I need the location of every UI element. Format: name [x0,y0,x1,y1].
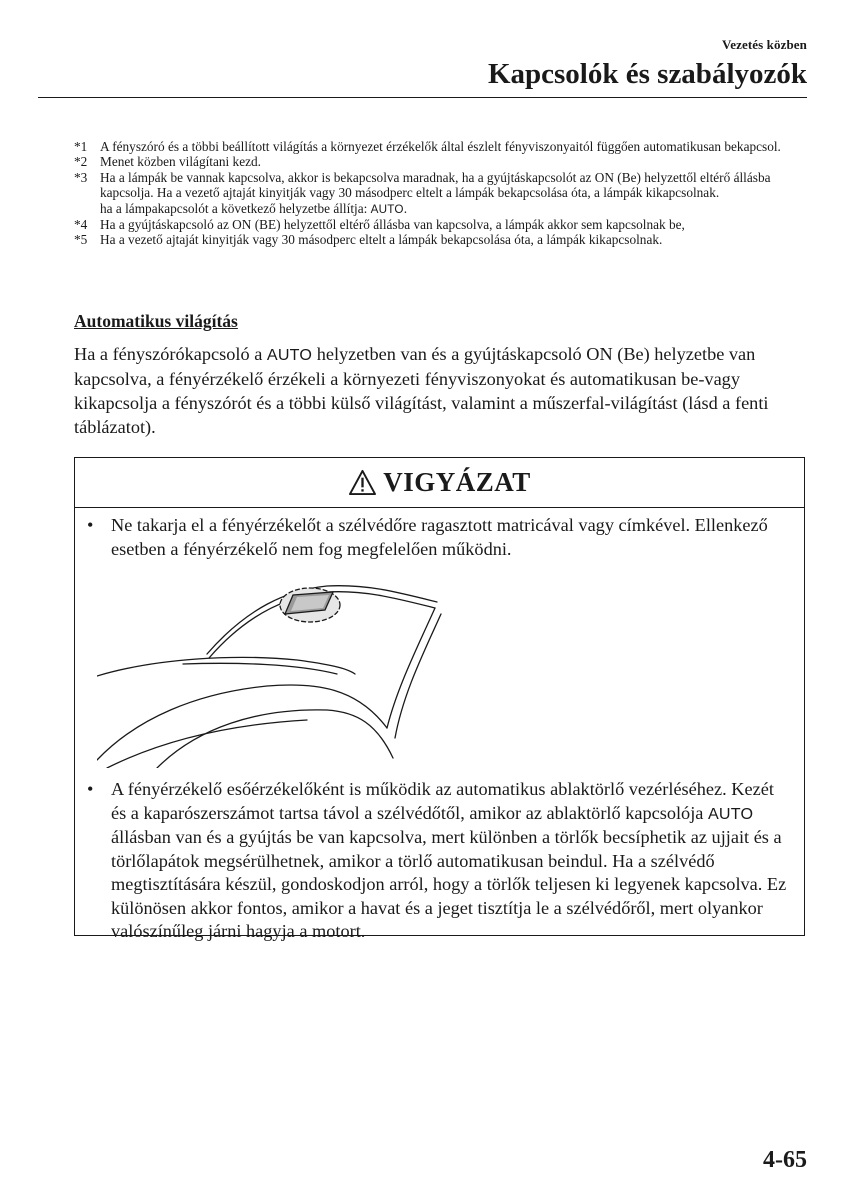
warning-box [74,457,805,941]
bullet-dot: • [87,779,94,799]
footnote-marker: *4 [74,217,88,233]
auto-label: AUTO [370,202,404,216]
footnote-marker: *5 [74,232,88,248]
footnotes [74,139,809,248]
paragraph-part: helyzetben van és a gyújtáskapcsoló ON (Be) helyzetbe van kapcsolva, a fényérzékelő érzékeli a környezeti fényviszonyokat és automatikusan be-vagy kikapcsolja a fényszórót és a többi külső világítást, valamint a műszerfal-világítást (lásd a fenti táblázatot). [74,344,769,437]
footnote-text-part: . [403,200,408,216]
footnote-text: A fényszóró és a többi beállított világítás a környezet érzékelők által észlelt fényviszonyaitól függően automatikusan bekapcsol. [100,139,781,154]
footnote-2 [74,154,809,169]
warning-triangle-icon [348,469,377,496]
bullet-text: Ne takarja el a fényérzékelőt a szélvédőre ragasztott matricával vagy címkével. Ellenkező esetben a fényérzékelő nem fog megfelelően működni. [111,515,768,559]
footnote-marker: *3 [74,169,88,185]
bullet-text-part: állásban van és a gyújtás be van kapcsolva, mert különben a törlők becsíphetik az ujjait és a törlőlapátok megsérülhetnek, amikor a törlő automatikusan beindul. Ha a szélvédő megtisztítására készül, gondoskodjon arról, hogy a törlők teljesen ki legyenek kapcsolva. Ez különösen akkor fontos, amikor a havat és a jeget tisztítja le a szélvédőről, mert olyankor valószínűleg járni hagyja a motort. [111,827,787,941]
footnote-3 [74,170,809,217]
footnote-text: Menet közben világítani kezd. [100,154,261,170]
windshield-sensor-illustration [97,568,477,768]
bullet-text-part: A fényérzékelő esőérzékelőként is működik az automatikus ablaktörlő vezérléséhez. Kezét és a kaparószerszámot tartsa távol a szélvédőtől, amikor az ablaktörlő kapcsolója [111,779,774,823]
warning-bullet-2 [87,778,787,944]
footnote-marker: *2 [74,154,88,170]
bullet-text [111,778,787,944]
page-title: Kapcsolók és szabályozók [487,58,807,90]
auto-label: AUTO [266,346,313,364]
footnote-4 [74,217,809,232]
page-number: 4-65 [763,1147,807,1173]
warning-bullet-1 [87,514,787,561]
section-heading: Automatikus világítás [74,311,238,331]
paragraph-part: Ha a fényszórókapcsoló a [74,344,263,364]
footnote-1 [74,139,809,154]
warning-header [75,458,804,508]
warning-title: VIGYÁZAT [383,467,531,497]
footnote-text-part: Ha a lámpák be vannak kapcsolva, akkor is bekapcsolva maradnak, ha a gyújtáskapcsolót az ON (Be) helyzettől eltérő állásba kapcsolja. Ha a vezető ajtaját kinyitják vagy 30 másodperc eltelt a lámpák bekapcsolása óta, a lámpák kikapcsolnak. [100,169,771,201]
footnote-marker: *1 [74,139,88,154]
auto-label: AUTO [707,804,754,823]
bullet-dot: • [87,515,94,535]
section-label: Vezetés közben [721,37,807,52]
footnote-text [100,170,809,217]
header-rule [38,97,807,98]
footnote-text: Ha a gyújtáskapcsoló az ON (BE) helyzettől eltérő állásba van kapcsolva, a lámpák akkor sem kapcsolnak be, [100,217,685,233]
footnote-5 [74,232,809,247]
section-paragraph [74,342,809,439]
footnote-text-part: ha a lámpakapcsolót a következő helyzetbe állítja: [100,200,368,216]
footnote-text: Ha a vezető ajtaját kinyitják vagy 30 másodperc eltelt a lámpák bekapcsolása óta, a lámpák kikapcsolnak. [100,232,663,248]
